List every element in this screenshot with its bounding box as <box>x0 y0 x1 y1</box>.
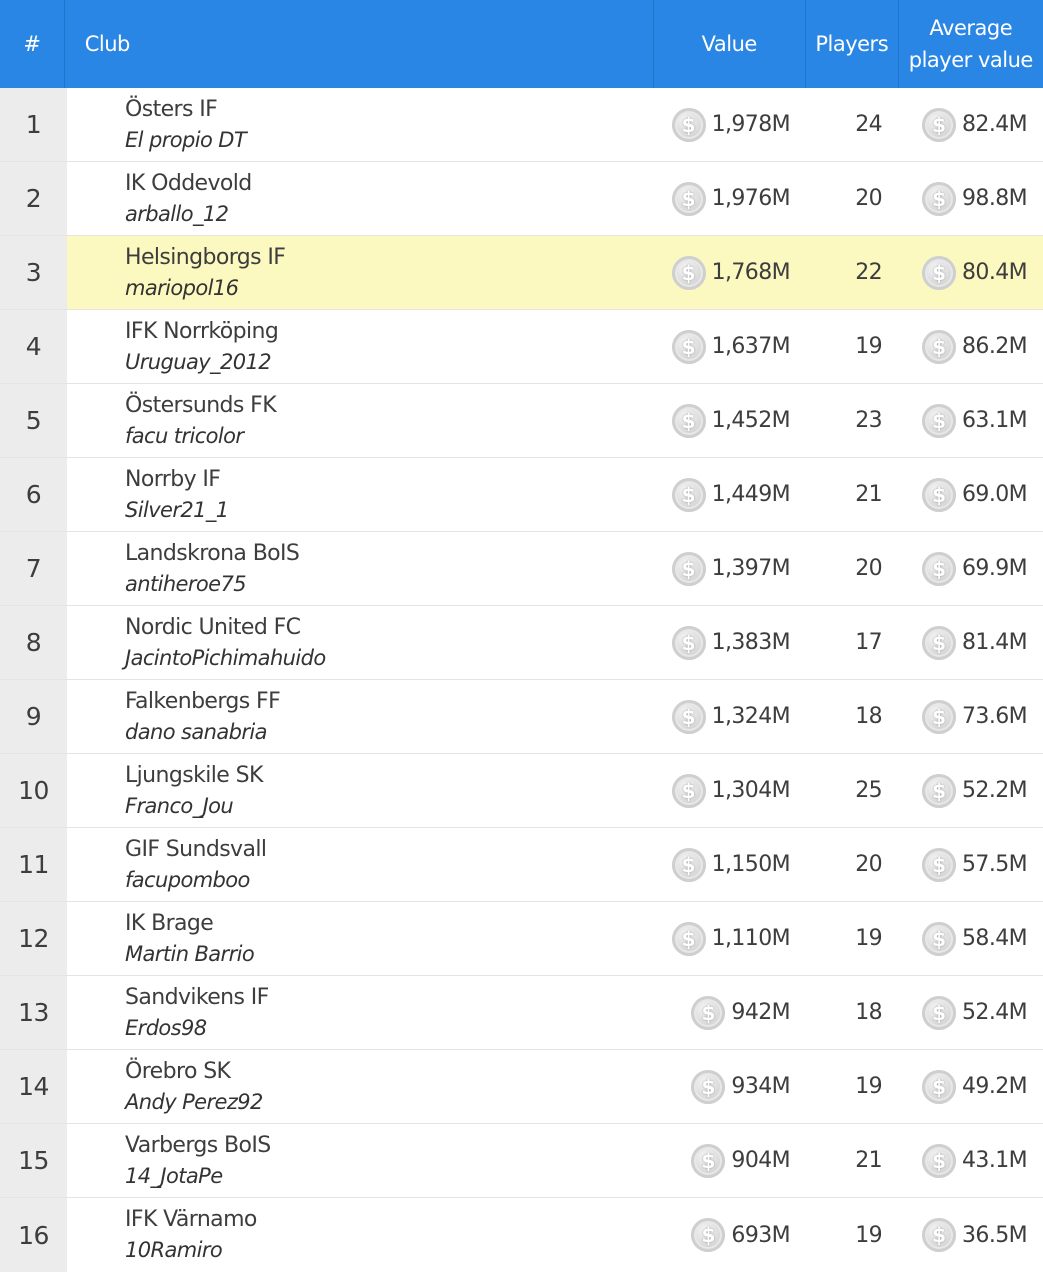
coin-icon: $ <box>922 182 956 216</box>
club-value: 1,978M <box>711 112 790 137</box>
rank-cell: 2 <box>0 162 67 235</box>
club-name[interactable]: GIF Sundsvall <box>125 836 267 862</box>
row-cells <box>67 88 1043 161</box>
club-value: 904M <box>731 1148 790 1173</box>
coin-icon: $ <box>922 1218 956 1252</box>
coin-icon: $ <box>922 1070 956 1104</box>
header-club[interactable]: Club <box>84 32 130 56</box>
value-cell <box>654 162 806 235</box>
club-cell[interactable] <box>67 532 654 605</box>
coin-icon: $ <box>672 256 706 290</box>
club-cell[interactable] <box>67 1198 654 1272</box>
row-cells <box>67 310 1043 383</box>
coin-icon: $ <box>691 1070 725 1104</box>
avg-value-cell <box>898 1198 1043 1272</box>
players-count: 20 <box>855 852 882 877</box>
table-row[interactable] <box>0 162 1043 236</box>
avg-value-cell <box>898 902 1043 975</box>
average-player-value: 69.9M <box>962 556 1027 581</box>
manager-name[interactable]: Uruguay_2012 <box>125 349 271 374</box>
coin-icon: $ <box>672 478 706 512</box>
coin-icon: $ <box>672 182 706 216</box>
players-cell <box>806 88 898 161</box>
club-value: 934M <box>731 1074 790 1099</box>
average-player-value: 52.4M <box>962 1000 1027 1025</box>
club-cell[interactable] <box>67 754 654 827</box>
club-name[interactable]: Helsingborgs IF <box>125 244 286 270</box>
manager-name[interactable]: Andy Perez92 <box>125 1089 263 1114</box>
rank-cell: 13 <box>0 976 67 1049</box>
row-cells <box>67 162 1043 235</box>
players-cell <box>806 754 898 827</box>
club-cell[interactable] <box>67 976 654 1049</box>
club-cell[interactable] <box>67 606 654 679</box>
avg-value-cell <box>898 680 1043 753</box>
header-rank[interactable]: # <box>0 0 65 88</box>
players-count: 22 <box>855 260 882 285</box>
club-value: 1,397M <box>711 556 790 581</box>
row-cells <box>67 1198 1043 1272</box>
players-count: 25 <box>855 778 882 803</box>
club-name[interactable]: Östers IF <box>125 96 218 122</box>
manager-name[interactable]: Franco_Jou <box>125 793 234 818</box>
average-player-value: 52.2M <box>962 778 1027 803</box>
manager-name[interactable]: 14_JotaPe <box>125 1163 223 1188</box>
value-cell <box>654 88 806 161</box>
players-count: 24 <box>855 112 882 137</box>
players-cell <box>806 1198 898 1272</box>
table-row[interactable] <box>0 680 1043 754</box>
coin-icon: $ <box>922 848 956 882</box>
players-count: 19 <box>855 1074 882 1099</box>
players-cell <box>806 828 898 901</box>
club-value: 1,110M <box>711 926 790 951</box>
average-player-value: 69.0M <box>962 482 1027 507</box>
header-avg-line2: player value <box>908 48 1033 72</box>
club-name[interactable]: IK Oddevold <box>125 170 252 196</box>
rank-cell: 5 <box>0 384 67 457</box>
value-cell <box>654 902 806 975</box>
value-cell <box>654 310 806 383</box>
players-cell <box>806 236 898 309</box>
players-count: 18 <box>855 704 882 729</box>
table-row[interactable] <box>0 310 1043 384</box>
value-cell <box>654 384 806 457</box>
coin-icon: $ <box>922 552 956 586</box>
avg-value-cell <box>898 1050 1043 1123</box>
header-players[interactable]: Players <box>806 0 899 88</box>
row-cells <box>67 606 1043 679</box>
players-count: 19 <box>855 926 882 951</box>
rank-cell: 15 <box>0 1124 67 1197</box>
club-name[interactable]: Östersunds FK <box>125 392 277 418</box>
club-value: 1,324M <box>711 704 790 729</box>
coin-icon: $ <box>672 626 706 660</box>
coin-icon: $ <box>672 922 706 956</box>
manager-name[interactable]: El propio DT <box>125 127 247 152</box>
manager-name[interactable]: JacintoPichimahuido <box>125 645 326 670</box>
club-cell[interactable] <box>67 1050 654 1123</box>
table-header <box>0 0 1043 88</box>
manager-name[interactable]: arballo_12 <box>125 201 229 226</box>
coin-icon: $ <box>691 996 725 1030</box>
manager-name[interactable]: 10Ramiro <box>125 1238 223 1262</box>
avg-value-cell <box>898 532 1043 605</box>
coin-icon: $ <box>672 330 706 364</box>
value-cell <box>654 236 806 309</box>
manager-name[interactable]: Erdos98 <box>125 1015 207 1040</box>
table-row[interactable] <box>0 532 1043 606</box>
value-cell <box>654 532 806 605</box>
row-cells <box>67 236 1043 309</box>
coin-icon: $ <box>922 478 956 512</box>
avg-value-cell <box>898 606 1043 679</box>
avg-value-cell <box>898 828 1043 901</box>
players-count: 17 <box>855 630 882 655</box>
value-cell <box>654 1050 806 1123</box>
table-row[interactable] <box>0 236 1043 310</box>
manager-name[interactable]: Martin Barrio <box>125 941 255 966</box>
header-avg-line1: Average <box>929 16 1013 40</box>
club-value: 1,304M <box>711 778 790 803</box>
players-cell <box>806 976 898 1049</box>
players-count: 19 <box>855 334 882 359</box>
club-cell[interactable] <box>67 236 654 309</box>
average-player-value: 81.4M <box>962 630 1027 655</box>
club-name[interactable]: Norrby IF <box>125 466 221 492</box>
avg-value-cell <box>898 236 1043 309</box>
row-cells <box>67 754 1043 827</box>
average-player-value: 36.5M <box>962 1222 1027 1248</box>
rank-cell: 3 <box>0 236 67 309</box>
club-cell[interactable] <box>67 902 654 975</box>
table-row[interactable] <box>0 606 1043 680</box>
header-value[interactable]: Value <box>653 0 806 88</box>
rank-cell: 10 <box>0 754 67 827</box>
players-cell <box>806 680 898 753</box>
coin-icon: $ <box>922 404 956 438</box>
table-row[interactable] <box>0 384 1043 458</box>
value-cell <box>654 1124 806 1197</box>
players-count: 21 <box>855 482 882 507</box>
average-player-value: 57.5M <box>962 852 1027 877</box>
avg-value-cell <box>898 162 1043 235</box>
table-row[interactable] <box>0 754 1043 828</box>
club-name[interactable]: Nordic United FC <box>125 614 301 640</box>
rank-cell: 4 <box>0 310 67 383</box>
average-player-value: 82.4M <box>962 112 1027 137</box>
coin-icon: $ <box>922 1144 956 1178</box>
avg-value-cell <box>898 384 1043 457</box>
table-row[interactable] <box>0 1050 1043 1124</box>
coin-icon: $ <box>672 774 706 808</box>
average-player-value: 80.4M <box>962 260 1027 285</box>
club-value: 1,976M <box>711 186 790 211</box>
avg-value-cell <box>898 976 1043 1049</box>
club-value: 1,637M <box>711 334 790 359</box>
average-player-value: 63.1M <box>962 408 1027 433</box>
coin-icon: $ <box>922 996 956 1030</box>
row-cells <box>67 532 1043 605</box>
club-cell[interactable] <box>67 384 654 457</box>
rank-cell: 9 <box>0 680 67 753</box>
coin-icon: $ <box>672 700 706 734</box>
club-value: 1,768M <box>711 260 790 285</box>
players-cell <box>806 384 898 457</box>
header-average-player-value[interactable] <box>899 0 1043 88</box>
rank-cell: 8 <box>0 606 67 679</box>
players-count: 18 <box>855 1000 882 1025</box>
table-row[interactable] <box>0 1124 1043 1198</box>
club-name[interactable]: Sandvikens IF <box>125 984 269 1010</box>
average-player-value: 98.8M <box>962 186 1027 211</box>
coin-icon: $ <box>922 700 956 734</box>
coin-icon: $ <box>922 330 956 364</box>
club-cell[interactable] <box>67 1124 654 1197</box>
club-value: 1,383M <box>711 630 790 655</box>
coin-icon: $ <box>922 922 956 956</box>
average-player-value: 73.6M <box>962 704 1027 729</box>
rank-cell: 6 <box>0 458 67 531</box>
players-count: 21 <box>855 1148 882 1173</box>
club-cell[interactable] <box>67 162 654 235</box>
players-cell <box>806 162 898 235</box>
table-row[interactable] <box>0 1198 1043 1272</box>
club-cell[interactable] <box>67 680 654 753</box>
average-player-value: 58.4M <box>962 926 1027 951</box>
coin-icon: $ <box>922 626 956 660</box>
avg-value-cell <box>898 88 1043 161</box>
manager-name[interactable]: Silver21_1 <box>125 497 229 522</box>
table-row[interactable] <box>0 902 1043 976</box>
players-cell <box>806 606 898 679</box>
players-cell <box>806 458 898 531</box>
value-cell <box>654 976 806 1049</box>
avg-value-cell <box>898 1124 1043 1197</box>
club-name[interactable]: Falkenbergs FF <box>125 688 281 714</box>
club-cell[interactable] <box>67 310 654 383</box>
club-value: 1,452M <box>711 408 790 433</box>
club-value: 693M <box>731 1222 790 1248</box>
club-cell[interactable] <box>67 828 654 901</box>
club-name[interactable]: IFK Värnamo <box>125 1207 257 1232</box>
coin-icon: $ <box>672 848 706 882</box>
rank-cell: 11 <box>0 828 67 901</box>
coin-icon: $ <box>922 774 956 808</box>
row-cells <box>67 828 1043 901</box>
coin-icon: $ <box>691 1218 725 1252</box>
manager-name[interactable]: mariopol16 <box>125 275 239 300</box>
rank-cell: 1 <box>0 88 67 161</box>
club-value: 942M <box>731 1000 790 1025</box>
players-cell <box>806 310 898 383</box>
rank-cell: 14 <box>0 1050 67 1123</box>
table-body <box>0 88 1043 1272</box>
value-cell <box>654 754 806 827</box>
table-row[interactable] <box>0 828 1043 902</box>
players-count: 20 <box>855 556 882 581</box>
coin-icon: $ <box>922 108 956 142</box>
average-player-value: 49.2M <box>962 1074 1027 1099</box>
club-value: 1,449M <box>711 482 790 507</box>
coin-icon: $ <box>922 256 956 290</box>
club-name[interactable]: IFK Norrköping <box>125 318 279 344</box>
row-cells <box>67 458 1043 531</box>
row-cells <box>67 384 1043 457</box>
players-cell <box>806 1124 898 1197</box>
club-name[interactable]: Varbergs BoIS <box>125 1132 271 1158</box>
avg-value-cell <box>898 754 1043 827</box>
table-row[interactable] <box>0 458 1043 532</box>
row-cells <box>67 1124 1043 1197</box>
value-cell <box>654 680 806 753</box>
table-row[interactable] <box>0 88 1043 162</box>
coin-icon: $ <box>672 404 706 438</box>
row-cells <box>67 976 1043 1049</box>
rank-cell: 7 <box>0 532 67 605</box>
value-cell <box>654 828 806 901</box>
players-count: 20 <box>855 186 882 211</box>
value-cell <box>654 1198 806 1272</box>
row-cells <box>67 902 1043 975</box>
manager-name[interactable]: antiheroe75 <box>125 571 246 596</box>
club-value: 1,150M <box>711 852 790 877</box>
coin-icon: $ <box>691 1144 725 1178</box>
coin-icon: $ <box>672 108 706 142</box>
players-count: 19 <box>855 1222 882 1248</box>
manager-name[interactable]: facupomboo <box>125 867 250 892</box>
row-cells <box>67 1050 1043 1123</box>
manager-name[interactable]: facu tricolor <box>125 423 244 448</box>
avg-value-cell <box>898 458 1043 531</box>
players-cell <box>806 1050 898 1123</box>
value-cell <box>654 458 806 531</box>
club-name[interactable]: Ljungskile SK <box>125 762 263 788</box>
club-name[interactable]: Örebro SK <box>125 1058 231 1084</box>
manager-name[interactable]: dano sanabria <box>125 719 267 744</box>
table-row[interactable] <box>0 976 1043 1050</box>
value-cell <box>654 606 806 679</box>
club-name[interactable]: IK Brage <box>125 910 214 936</box>
row-cells <box>67 680 1043 753</box>
players-cell <box>806 532 898 605</box>
avg-value-cell <box>898 310 1043 383</box>
rank-cell: 16 <box>0 1198 67 1272</box>
players-cell <box>806 902 898 975</box>
average-player-value: 86.2M <box>962 334 1027 359</box>
coin-icon: $ <box>672 552 706 586</box>
club-name[interactable]: Landskrona BoIS <box>125 540 300 566</box>
rank-cell: 12 <box>0 902 67 975</box>
club-cell[interactable] <box>67 88 654 161</box>
club-cell[interactable] <box>67 458 654 531</box>
players-count: 23 <box>855 408 882 433</box>
average-player-value: 43.1M <box>962 1148 1027 1173</box>
